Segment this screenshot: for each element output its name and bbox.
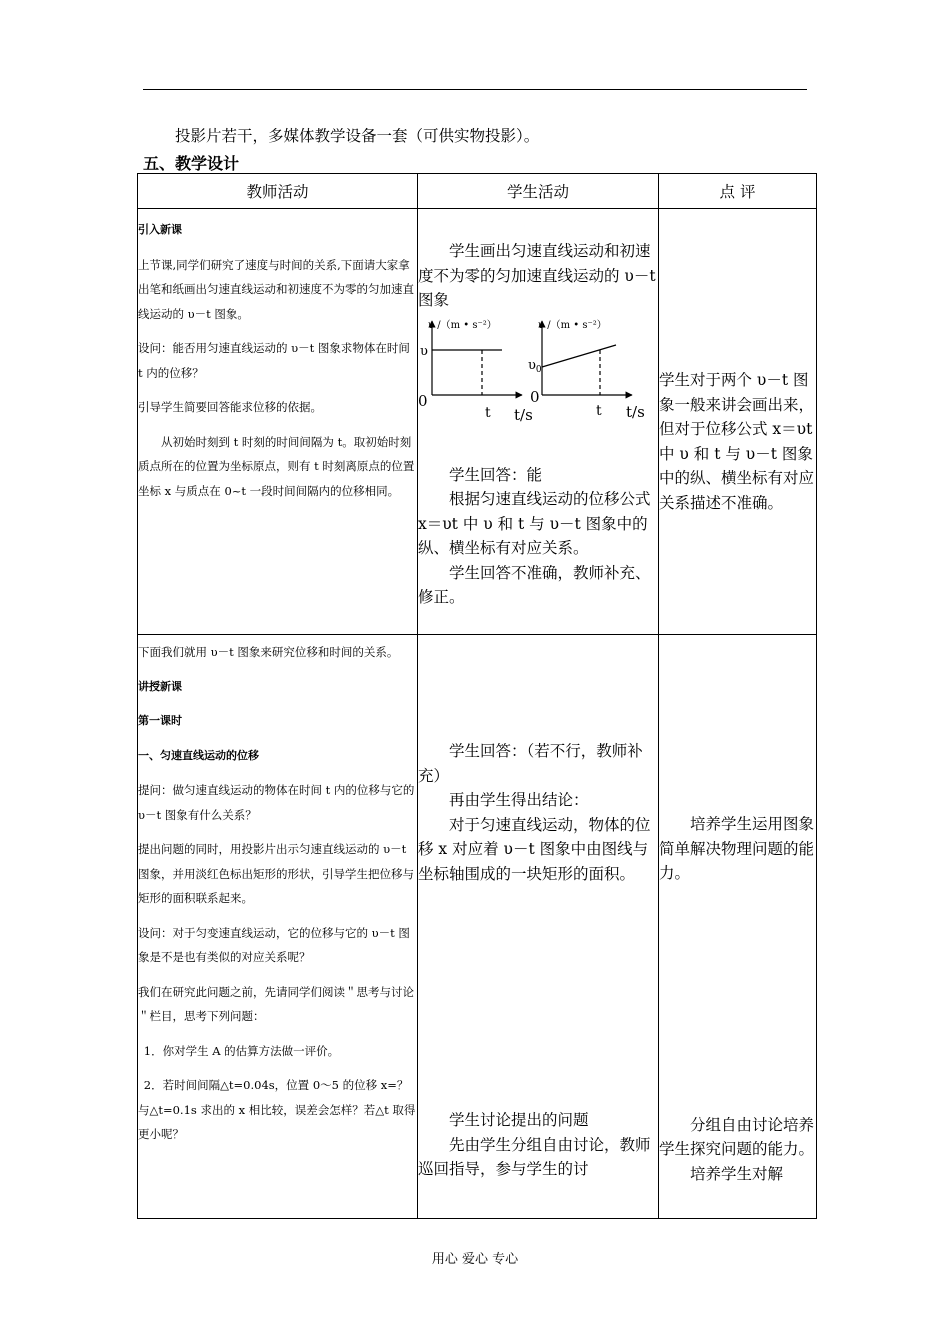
table-row [138, 635, 817, 1219]
student-cell [418, 209, 659, 635]
student-text: 学生回答：（若不行，教师补充） [418, 742, 643, 785]
student-text: 再由学生得出结论： [449, 791, 589, 809]
student-text: 先由学生分组自由讨论，教师巡回指导，参与学生的讨 [418, 1135, 651, 1178]
left-y-label: υ /（m • s⁻²） [428, 319, 497, 331]
teacher-text: 从初始时刻到 t 时刻的时间间隔为 t。取初始时刻质点所在的位置为坐标原点，则有 t 时刻离原点的位置坐标 x 与质点在 0~t 一段时间间隔内的位移相同。 [138, 434, 415, 498]
right-t-label: t [596, 402, 602, 419]
student-text: 根据匀速直线运动的位移公式 x＝υt 中 υ 和 t 与 υ－t 图象中的纵、横坐标有对应关系。 [418, 490, 651, 557]
comment-text: 学生对于两个 υ－t 图象一般来讲会画出来，但对于位移公式 x＝υt 中 υ 和 t 与 υ－t 图象中的纵、横坐标有对应关系描述不准确。 [659, 371, 815, 512]
vt-graphs [418, 313, 658, 425]
table-row [138, 209, 817, 635]
vt-graphs-svg [418, 313, 658, 425]
intro-line: 投影片若干，多媒体教学设备一套（可供实物投影）。 [175, 127, 540, 145]
section-title: 五、教学设计 [143, 154, 240, 173]
heading-intro: 引入新课 [138, 223, 182, 236]
teacher-text: 2．若时间间隔△t=0.04s，位置 0～5 的位移 x=？与△t=0.1s 求出的 x 相比较，误差会怎样？若△t 取得更小呢？ [138, 1078, 416, 1141]
comment-cell [659, 209, 817, 635]
comment-cell [659, 635, 817, 1219]
right-v0-label: $\upsilon_0$ [528, 357, 542, 375]
heading-new-lesson: 讲授新课 [138, 679, 182, 693]
header-student: 学生活动 [418, 174, 659, 209]
header-comment: 点 评 [659, 174, 817, 209]
teacher-cell [138, 209, 418, 635]
student-cell [418, 635, 659, 1219]
comment-text: 分组自由讨论培养学生探究问题的能力。 [659, 1115, 815, 1158]
comment-text: 培养学生运用图象简单解决物理问题的能力。 [659, 815, 815, 882]
left-t-label: t [485, 404, 491, 421]
teacher-text: 下面我们就用 υ－t 图象来研究位移和时间的关系。 [138, 645, 399, 659]
teacher-text: 我们在研究此问题之前，先请同学们阅读＂思考与讨论＂栏目，思考下列问题： [138, 984, 414, 1023]
teacher-text: 1．你对学生 A 的估算方法做一评价。 [143, 1043, 340, 1058]
teacher-cell [138, 635, 418, 1219]
page-footer: 用心 爱心 专心 [431, 1252, 519, 1267]
teacher-text: 提出问题的同时，用投影片出示匀速直线运动的 υ－t 图象，并用淡红色标出矩形的形状，引导学生把位移与矩形的面积联系起来。 [138, 842, 414, 905]
left-origin-label: 0 [418, 391, 428, 410]
teacher-text: 设问：对于匀变速直线运动，它的位移与它的 υ－t 图象是不是也有类似的对应关系呢？ [138, 925, 410, 964]
teacher-text: 设问：能否用匀速直线运动的 υ－t 图象求物体在时间 t 内的位移？ [138, 341, 410, 380]
student-text: 学生回答不准确，教师补充、修正。 [418, 563, 651, 606]
student-text: 对于匀速直线运动，物体的位移 x 对应着 υ－t 图象中由图线与坐标轴围成的一块矩形的面积。 [418, 815, 651, 883]
teacher-text: 提问：做匀速直线运动的物体在时间 t 内的位移与它的 υ－t 图象有什么关系？ [138, 783, 415, 822]
left-v-label: υ [420, 343, 428, 359]
student-text: 学生回答：能 [449, 465, 543, 484]
teacher-text: 上节课,同学们研究了速度与时间的关系,下面请大家拿出笔和纸画出匀速直线运动和初速度不为零的匀加速直线运动的 υ－t 图象。 [138, 257, 414, 321]
right-x-label: t/s [626, 402, 645, 421]
header-rule [143, 89, 807, 90]
comment-text: 培养学生对解 [690, 1164, 784, 1183]
right-origin-label: 0 [530, 387, 540, 406]
teacher-text: 引导学生简要回答能求位移的依据。 [138, 400, 322, 414]
right-y-label: υ /（m • s⁻²） [538, 319, 607, 331]
lesson-design-table [137, 173, 817, 1219]
heading-uniform-motion: 一、匀速直线运动的位移 [138, 748, 259, 762]
header-teacher: 教师活动 [138, 174, 418, 209]
table-header-row [138, 174, 817, 209]
left-x-label: t/s [514, 405, 533, 424]
right-sloped-line [542, 345, 616, 367]
heading-first-period: 第一课时 [138, 714, 182, 727]
student-text: 学生画出匀速直线运动和初速度不为零的匀加速直线运动的 υ－t 图象 [418, 242, 656, 309]
student-text: 学生讨论提出的问题 [449, 1111, 589, 1129]
